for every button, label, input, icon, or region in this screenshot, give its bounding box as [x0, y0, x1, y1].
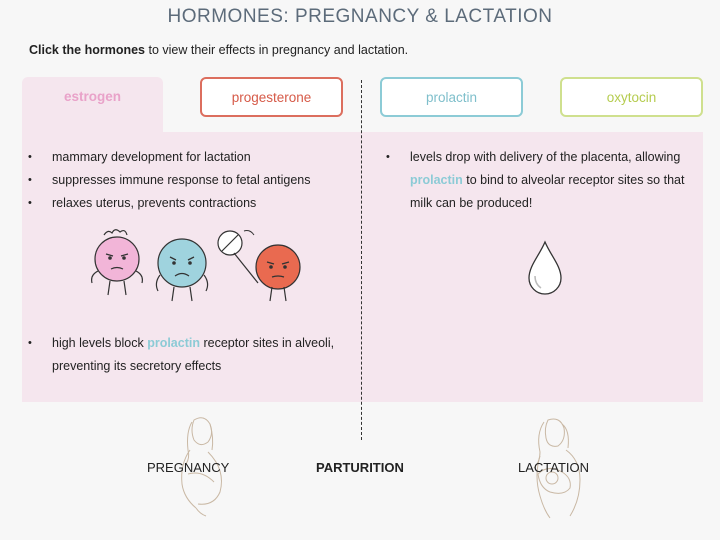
hormone-characters-illustration: [82, 227, 302, 307]
lactation-text-pre: levels drop with delivery of the placenta, allowing: [410, 150, 681, 164]
tab-progesterone[interactable]: progesterone: [200, 77, 343, 117]
lactation-effects-list: [380, 146, 695, 215]
prolactin-character-icon: [156, 239, 207, 301]
pregnancy-effects-list: [22, 146, 352, 215]
instruction-text: [29, 43, 408, 57]
list-item: • suppresses immune response to fetal antigens: [22, 169, 352, 192]
list-item: [22, 332, 352, 378]
block-text-pre: high levels block: [52, 336, 148, 350]
pregnancy-panel: [22, 132, 362, 402]
estrogen-character-icon: [92, 230, 143, 295]
stage-pregnancy: PREGNANCY: [147, 460, 230, 475]
prolactin-highlight: prolactin: [410, 173, 463, 187]
pregnancy-block-list: [22, 332, 352, 378]
parturition-divider: [361, 80, 362, 440]
lactation-panel: [362, 132, 703, 402]
progesterone-character-icon: [256, 245, 300, 301]
stop-sign-icon: [218, 231, 258, 284]
instruction-rest: to view their effects in pregnancy and lactation.: [145, 43, 409, 57]
list-item: [380, 146, 695, 215]
block-text-post: receptor sites in alveoli, preventing its secretory effects: [52, 336, 335, 373]
prolactin-highlight: prolactin: [147, 336, 200, 350]
tab-estrogen[interactable]: estrogen: [22, 77, 163, 132]
tab-oxytocin[interactable]: oxytocin: [560, 77, 703, 117]
list-item: • relaxes uterus, prevents contractions: [22, 192, 352, 215]
instruction-bold: Click the hormones: [29, 43, 145, 57]
list-item: • mammary development for lactation: [22, 146, 352, 169]
stage-parturition: PARTURITION: [316, 460, 404, 475]
lactation-text-post: to bind to alveolar receptor sites so that milk can be produced!: [410, 173, 685, 210]
tab-prolactin[interactable]: prolactin: [380, 77, 523, 117]
milk-drop-icon: [527, 240, 563, 296]
page-title: HORMONES: PREGNANCY & LACTATION: [167, 6, 553, 27]
stage-lactation: LACTATION: [518, 460, 590, 475]
